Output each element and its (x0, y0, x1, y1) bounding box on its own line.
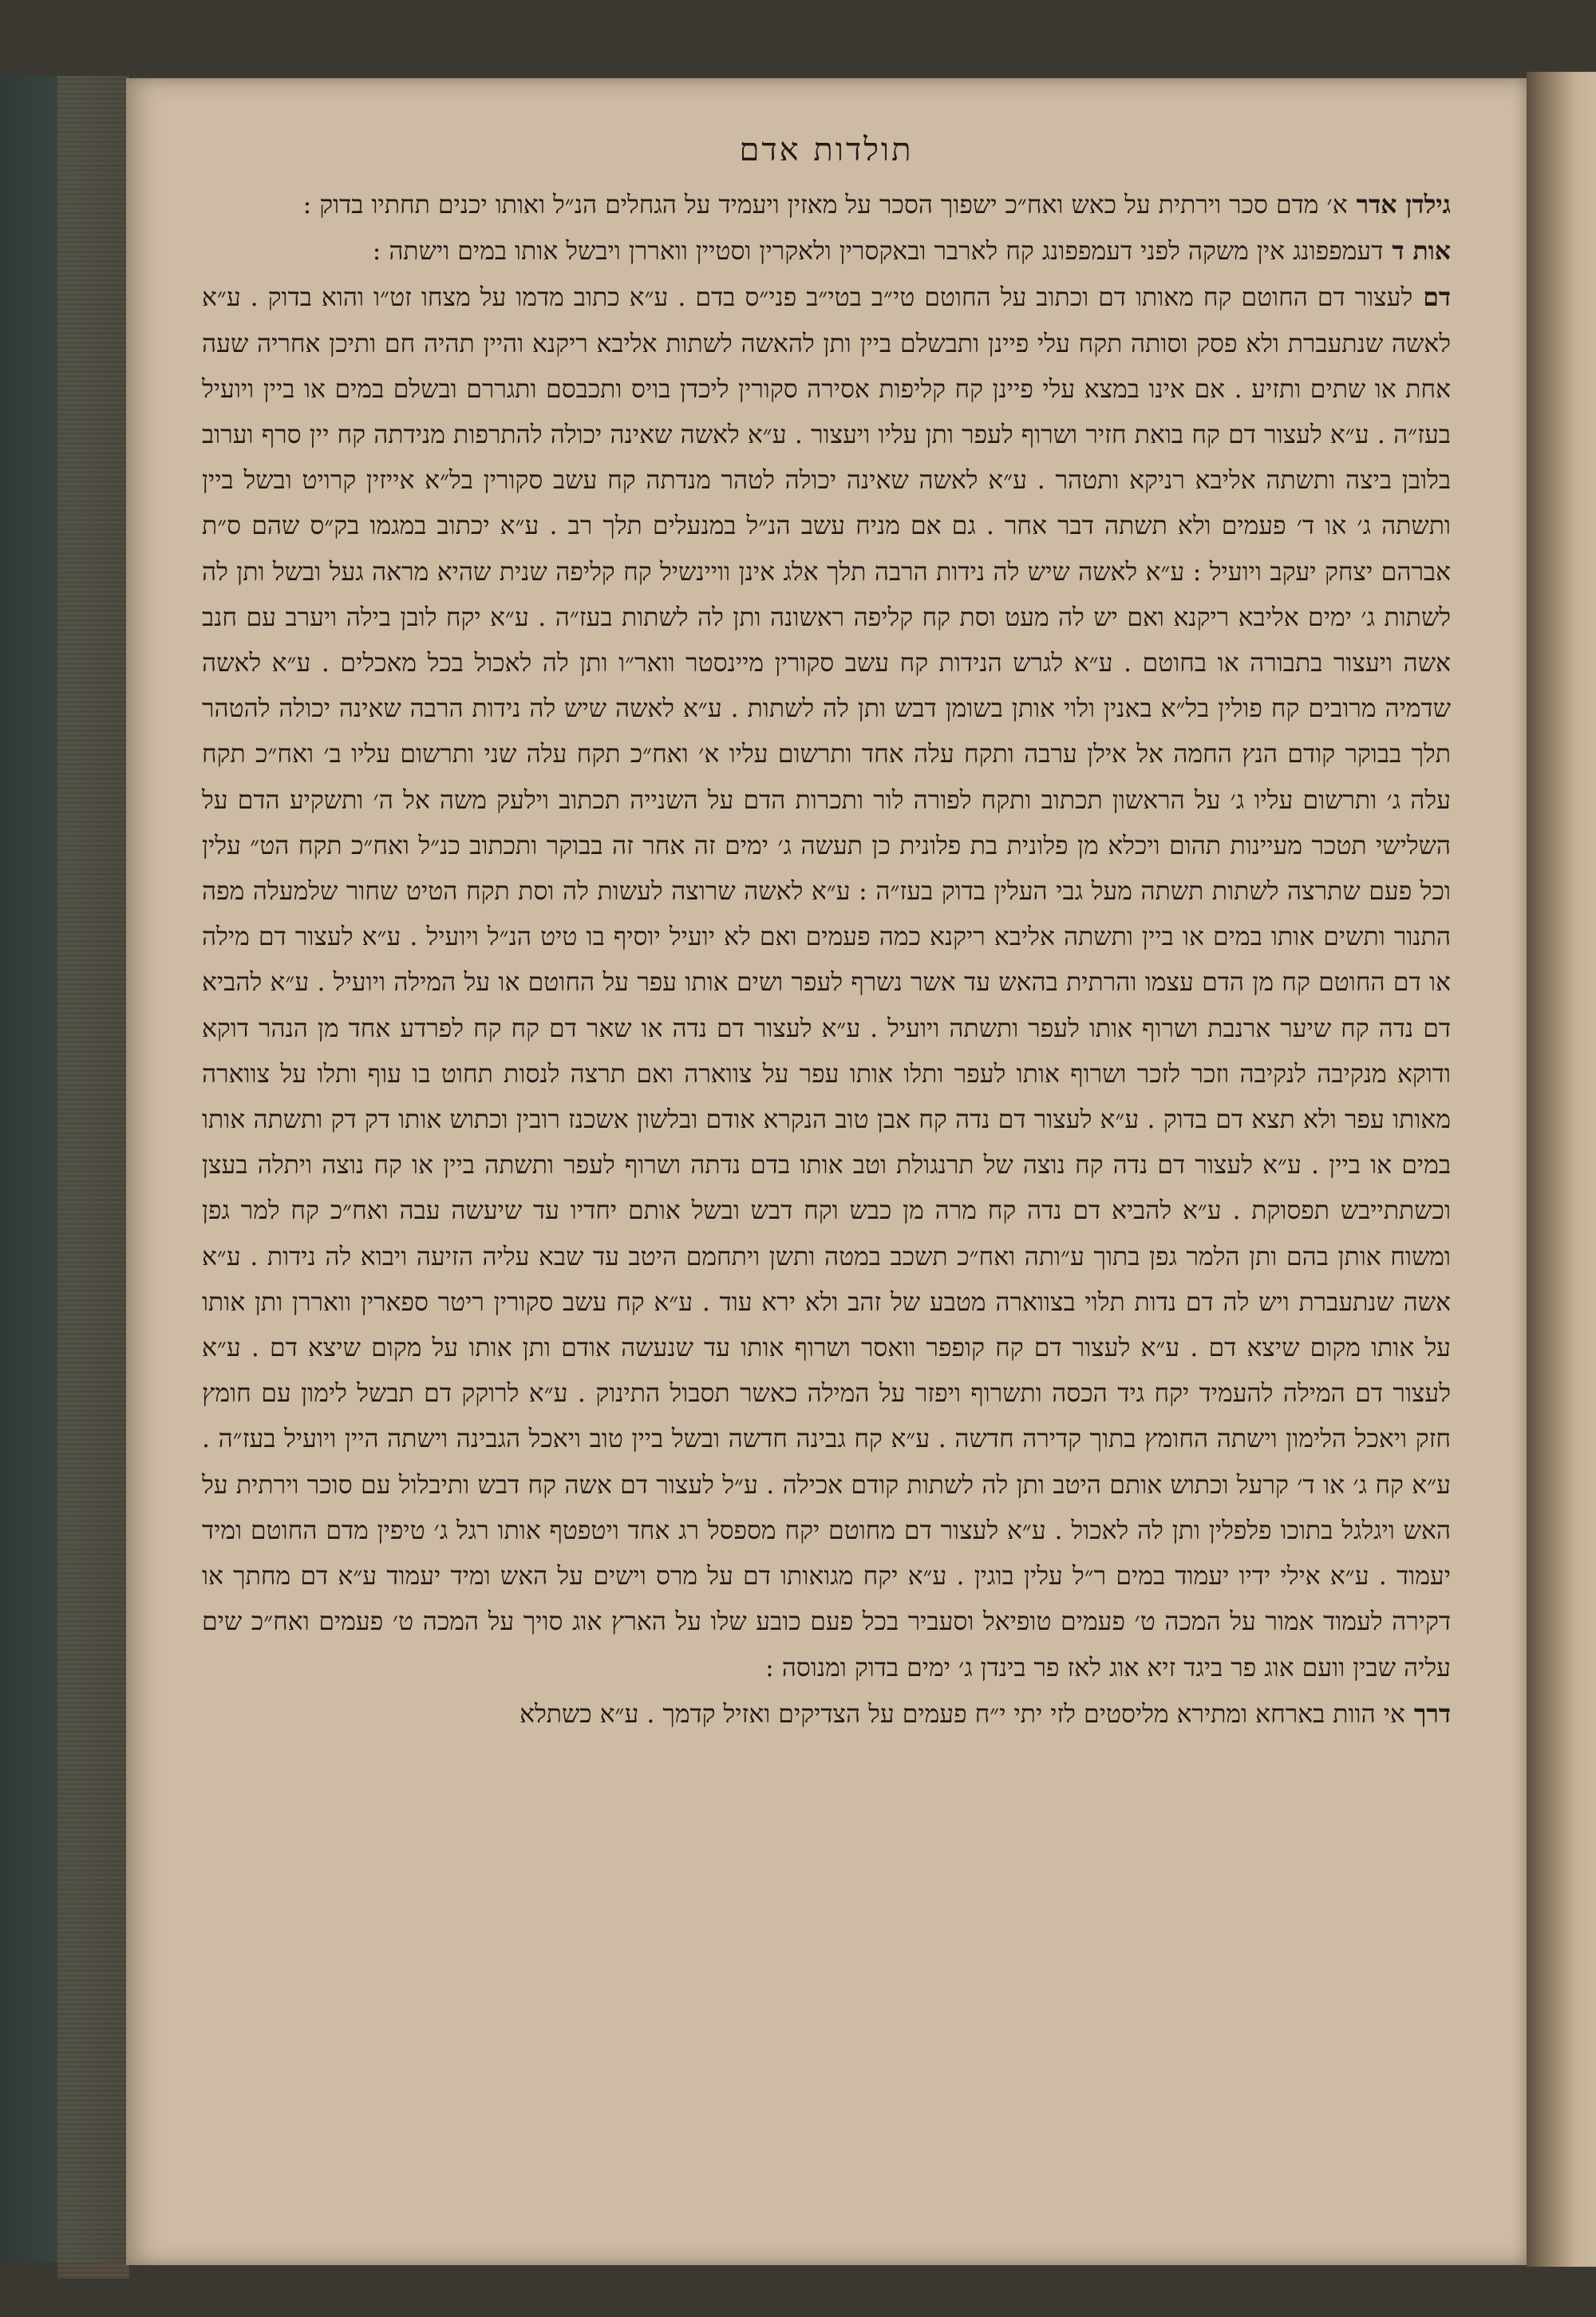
entry-head: דם (1412, 283, 1451, 313)
entry-body: לעצור דם החוטם קח מאותו דם וכתוב על החוטם טי״ב בטי״ב פני״ס בדם . ע״א כתוב מדמו על מצחו זט״ו והוא בדוק . ע״א לאשה שנתעברת ולא פסק וסותה תקח עלי פיינן ותבשלם ביין ותן להאשה לשתות אליבא ריקנא והיין תהיה חם ותיכן אחריה שעה אחת או שתים ותזיע . אם אינו במצא עלי פיינן קח קליפות אסירה סקורין ליכדן בויס ותכבסם ותגררם ובשלם במים או ביין ויועיל בעז״ה . ע״א לעצור דם קח בואת חזיר ושרוף לעפר ותן עליו ויעצור . ע״א לאשה שאינה יכולה להתרפות מנידתה קח יין סרף וערוב בלובן ביצה ותשתה אליבא רניקא ותטהר . ע״א לאשה שאינה יכולה לטהר מנדתה קח עשב סקורין בל״א אייזין קרויט ובשל ביין ותשתה ג׳ או ד׳ פעמים ולא תשתה דבר אחר . גם אם מניח עשב הנ״ל במנעלים תלך רב . ע״א יכתוב במגמו בק״ס שהם ס״ת אברהם יצחק יעקב ויועיל : ע״א לאשה שיש לה נידות הרבה תלך אלג אינן וויינשיל קח קליפה שנית שהיא מראה געל ובשל ותן לה לשתות ג׳ ימים אליבא ריקנא ואם יש לה מעט וסת קח קליפה ראשונה ותן לה לשתות בעז״ה . ע״א יקח לובן בילה ויערב עם חנב אשה ויעצור בתבורה או בחוטם . ע״א לגרש הנידות קח עשב סקורין מיינסטר וואר״ו ותן לה לאכול בכל מאכלים . ע״א לאשה שדמיה מרובים קח פולין בל״א באנין ולוי אותן בשומן דבש ותן לה לשתות . ע״א לאשה שיש לה נידות הרבה שאינה יכולה להטהר תלך בבוקר קודם הנץ החמה אל אילן ערבה ותקח עלה אחד ותרשום עליו א׳ ואח״כ תקח עלה שני ותרשום עליו ב׳ ואח״כ תקח עלה ג׳ ותרשום עליו ג׳ על הראשון תכתוב ותקח לפורה לור ותכרות הדם על השנייה תכתוב וילעק משה אל ה׳ ותשקיע הדם על השלישי תטכר מעיינות תהום ויכלא מן פלונית בת פלונית כן תעשה ג׳ ימים זה אחר זה בבוקר ותכתוב כנ״ל ואח״כ תקח הט״ עלין וכל פעם שתרצה לשתות תשתה מעל גבי העלין בדוק בעז״ה : ע״א לאשה שרוצה לעשות לה וסת תקח הטיט שחור שלמעלה מפה התנור ותשים אותו במים או ביין ותשתה אליבא ריקנא כמה פעמים ואם לא יועיל יוסיף בו טיט הנ״ל ויועיל . ע״א לעצור דם מילה או דם החוטם קח מן הדם עצמו והרתית בהאש עד אשר נשרף לעפר ושים אותו עפר על החוטם או על המילה ויועיל . ע״א להביא דם נדה קח שיער ארנבת ושרוף אותו לעפר ותשתה ויועיל . ע״א לעצור דם נדה או שאר דם קח קח לפרדע אחד מן הנהר דוקא ודוקא מנקיבה לנקיבה וזכר לזכר ושרוף אותו לעפר ותלו אותו עפר על צווארה ואם תרצה לנסות תחוט בו עוף ותלו על צווארה מאותו עפר ולא תצא דם בדוק . ע״א לעצור דם נדה קח אבן טוב הנקרא אודם ובלשון אשכנז רובין וכתוש אותו דק דק ותשתה אותו במים או ביין . ע״א לעצור דם נדה קח נוצה של תרנגולת וטב אותו בדם נדתה ושרוף לעפר ותשתה ביין או קח נוצה ויתלה בעצן וכשתתייבש תפסוקת . ע״א להביא דם נדה קח מרה מן כבש וקח דבש ובשל אותם יחדיו עד שיעשה עבה ואח״כ קח למר גפן ומשוח אותן בהם ותן הלמר גפן בתוך ע״ותה ואח״כ תשכב במטה ותשן ויתחמם היטב עד שבא עליה הזיעה ויבוא לה נידות . ע״א אשה שנתעברת ויש לה דם נדות תלוי בצווארה מטבע של זהב ולא ירא עוד . ע״א קח עשב סקורין ריטר ספארין וואררן ותן אותו על אותו מקום שיצא דם . ע״א לעצור דם קח קופפר וואסר ושרוף אותו עד שנעשה אודם ותן אותו על מקום שיצא דם . ע״א לעצור דם המילה להעמיד יקח גיד הכסה ותשרוף ויפזר על המילה כאשר תסבול התינוק . ע״א לרוקק דם תבשל לימון עם חומץ חזק ויאכל הלימון וישתה החומץ בתוך קדירה חדשה . ע״א קח גבינה חדשה ובשל ביין טוב ויאכל הגבינה וישתה היין ויועיל בעז״ה . ע״א קח ג׳ או ד׳ קרעל וכתוש אותם היטב ותן לה לשתות קודם אכילה . ע״ל לעצור דם אשה קח דבש ותיבלול עם סוכר וירתית על האש ויגלגל בתוכו פלפלין ותן לה לאכול . ע״א לעצור דם מחוטם יקח מספסל רג אחד ויטפטף אותו רגל ג׳ טיפין מדם החוטם ומיד יעמוד . ע״א אילי ידיו יעמוד במים ר״ל עלין בוגין . ע״א יקח מגואותו דם על מרס וישים על האש ומיד יעמוד ע״א דם מחתך או דקירה לעמוד אמור על המכה ט׳ פעמים טופיאל וסעביר בכל פעם כובע שלו על הארץ אוג סויך על המכה ט׳ פעמים ואח״כ שים עליה שבין וועם אוג פר ביגד זיא אוג לאז פר בינדן ג׳ ימים בדוק ומנוסה : (202, 283, 1452, 1682)
entry-dam (202, 275, 1451, 1690)
spine-cloth (57, 76, 129, 2279)
page-text (202, 182, 1451, 1738)
entry-derech (202, 1691, 1451, 1738)
entry-body: א׳ מדם סכר וירתית על כאש ואח״כ ישפוך הסכר על מאזין ויעמיד על הגחלים הנ״ל ואותו יכנים תחתיו בדוק : (302, 191, 1348, 219)
entry-ot-dalet (202, 228, 1451, 275)
book-cover-top (0, 0, 1596, 76)
entry-head: דרך (1404, 1698, 1451, 1729)
entry-body: דעמפפונג אין משקה לפני דעמפפונג קח לארבר ובאקסרין ולאקרין וסטיין וואררן ויבשל אותו במים וישתה : (372, 237, 1384, 267)
running-header: תולדות אדם (739, 132, 914, 168)
entry-gilden-adar (202, 182, 1451, 228)
facing-page-edge (1527, 72, 1596, 2267)
entry-body: אי הוות בארחא ומתירא מליסטים לזי יתי י״ח פעמים על הצדיקים ואזיל קדמך . ע״א כשתלא (519, 1699, 1405, 1729)
book-cover-bottom (0, 2263, 1596, 2317)
entry-head: גילדן אדר (1347, 190, 1451, 219)
entry-head: אות ד (1383, 236, 1451, 267)
book-page (126, 78, 1527, 2265)
